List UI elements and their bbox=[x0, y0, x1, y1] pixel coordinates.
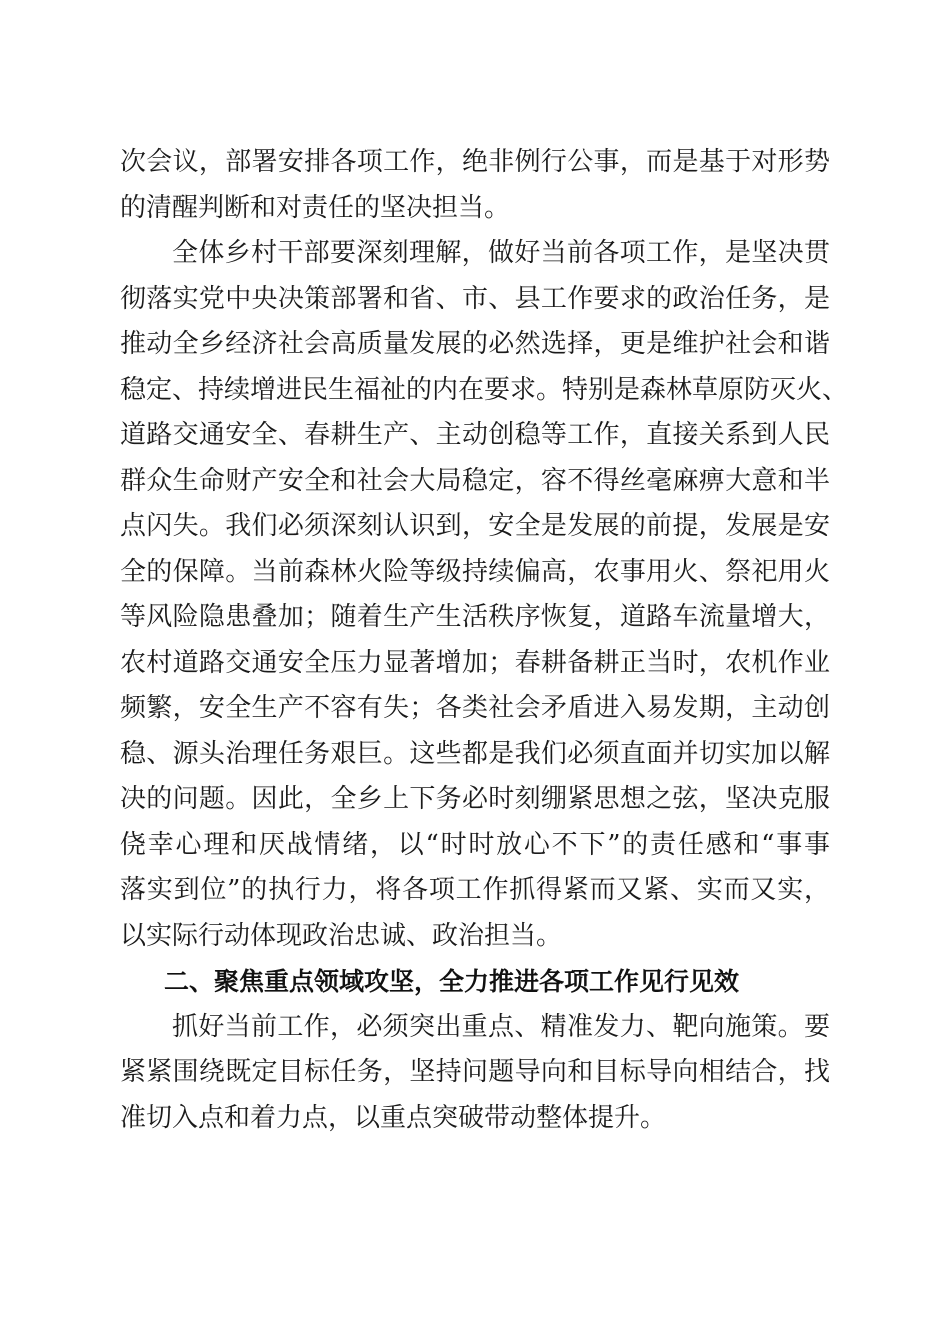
text-line: 侥幸心理和厌战情绪，以“时时放心不下”的责任感和“事事 bbox=[120, 829, 830, 860]
text-line: 等风险隐患叠加；随着生产生活秩序恢复，道路车流量增大， bbox=[120, 602, 830, 632]
text-line: 推动全乡经济社会高质量发展的必然选择，更是维护社会和谐 bbox=[120, 329, 830, 359]
text-line: 次会议，部署安排各项工作，绝非例行公事，而是基于对形势 bbox=[120, 147, 830, 177]
text-line: 点闪失。我们必须深刻认识到，安全是发展的前提，发展是安 bbox=[120, 511, 830, 541]
text-line: 稳、源头治理任务艰巨。这些都是我们必须直面并切实加以解 bbox=[120, 738, 830, 769]
text-line: 的清醒判断和对责任的坚决担当。 bbox=[120, 192, 511, 223]
section-heading: 二、聚焦重点领域攻坚，全力推进各项工作见行见效 bbox=[164, 967, 740, 996]
text-line: 彻落实党中央决策部署和省、市、县工作要求的政治任务，是 bbox=[120, 283, 830, 314]
text-line: 农村道路交通安全压力显著增加；春耕备耕正当时，农机作业 bbox=[120, 647, 830, 678]
paragraph-significance bbox=[120, 231, 849, 959]
document-body bbox=[120, 140, 849, 1141]
text-line: 频繁，安全生产不容有失；各类社会矛盾进入易发期，主动创 bbox=[120, 693, 830, 723]
text-line: 以实际行动体现政治忠诚、政治担当。 bbox=[120, 920, 563, 951]
text-line: 准切入点和着力点，以重点突破带动整体提升。 bbox=[120, 1102, 667, 1133]
text-line: 落实到位”的执行力，将各项工作抓得紧而又紧、实而又实， bbox=[120, 875, 830, 905]
text-line: 全的保障。当前森林火险等级持续偏高，农事用火、祭祀用火 bbox=[120, 556, 830, 587]
paragraph-focus bbox=[120, 1005, 830, 1142]
text-line: 紧紧围绕既定目标任务，坚持问题导向和目标导向相结合，找 bbox=[120, 1057, 830, 1087]
text-line: 道路交通安全、春耕生产、主动创稳等工作，直接关系到人民 bbox=[120, 420, 830, 450]
text-line: 群众生命财产安全和社会大局稳定，容不得丝毫麻痹大意和半 bbox=[120, 465, 830, 496]
text-line: 全体乡村干部要深刻理解，做好当前各项工作，是坚决贯 bbox=[172, 238, 830, 268]
text-line: 决的问题。因此，全乡上下务必时刻绷紧思想之弦，坚决克服 bbox=[120, 784, 830, 814]
text-line: 抓好当前工作，必须突出重点、精准发力、靶向施策。要 bbox=[172, 1011, 830, 1042]
text-line: 稳定、持续增进民生福祉的内在要求。特别是森林草原防灭火、 bbox=[120, 374, 849, 405]
paragraph-continuation bbox=[120, 140, 830, 231]
